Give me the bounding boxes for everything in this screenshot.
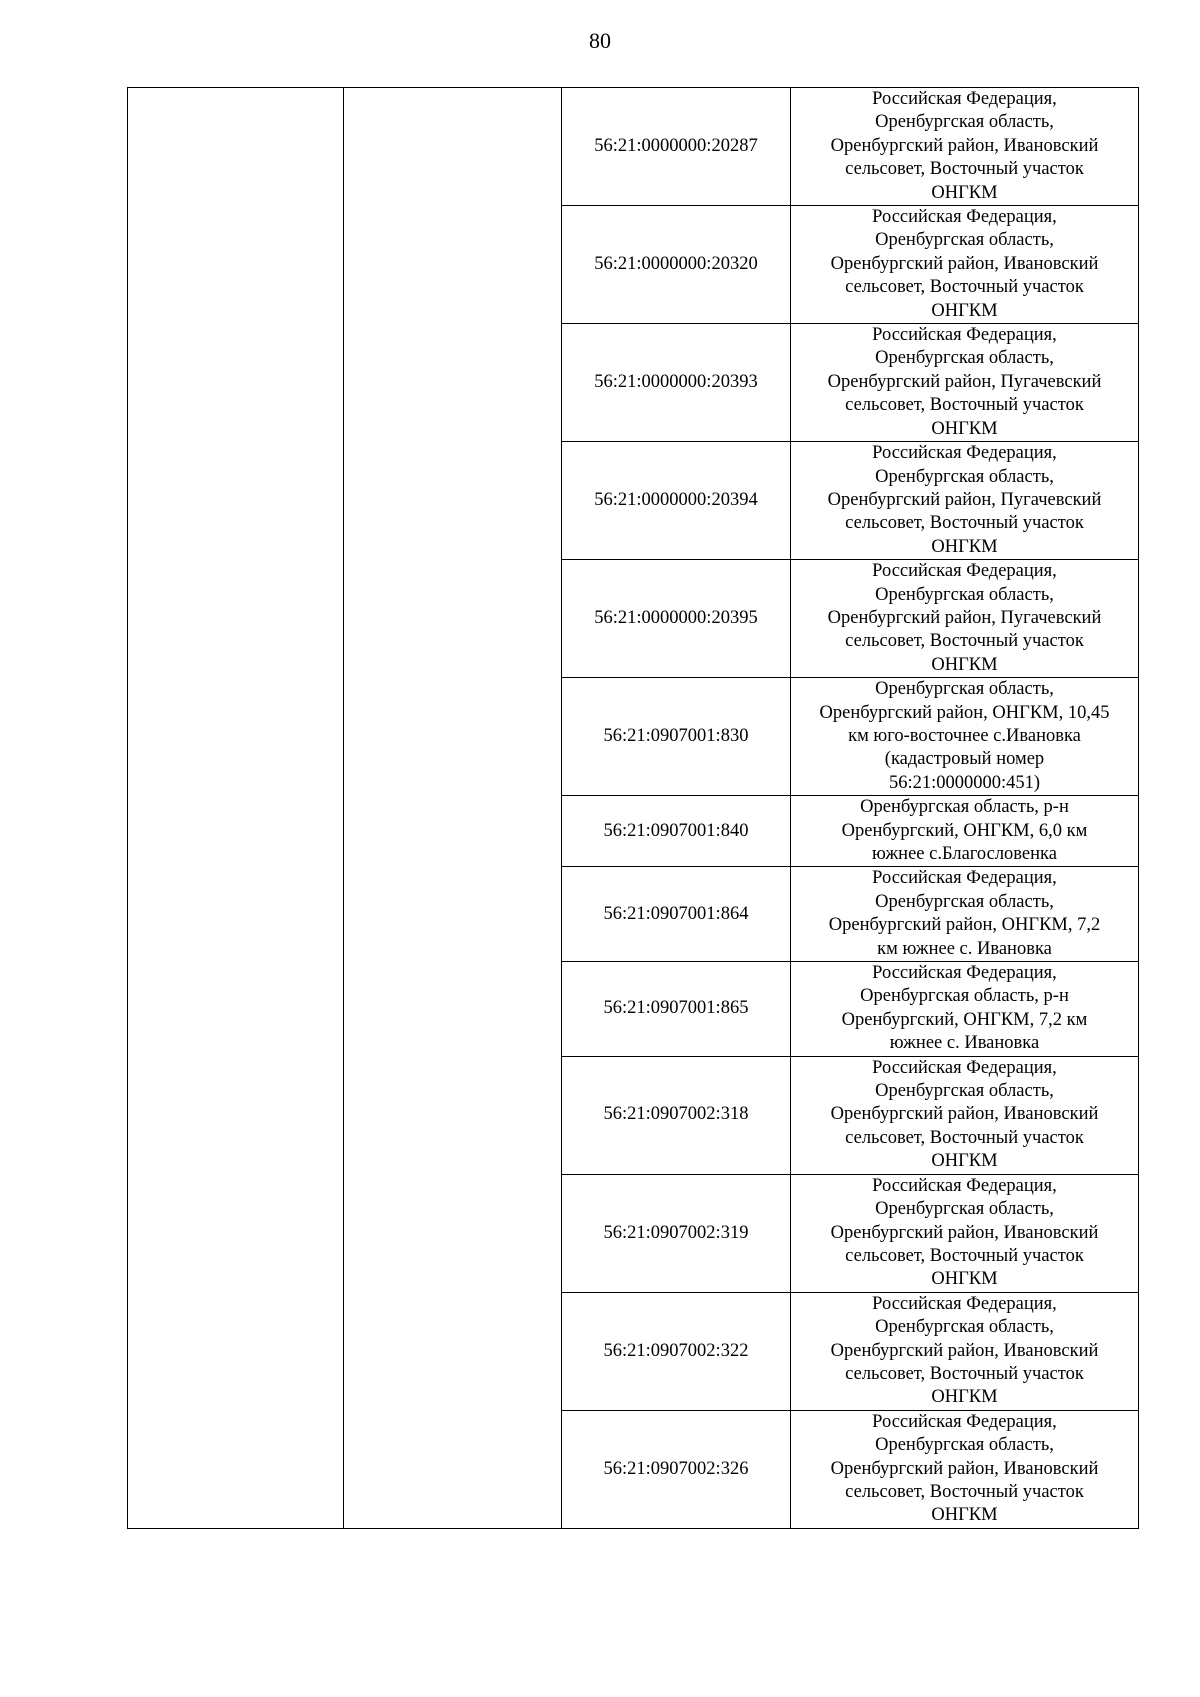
cadastral-number: 56:21:0907002:318 [562,1056,791,1174]
address-line: Оренбургский район, Ивановский [830,253,1099,274]
table-body [128,88,1139,1529]
address-line: ОНГКМ [931,536,998,557]
address-line: южнее с. Ивановка [889,1033,1040,1054]
address-line: Оренбургская область, [875,230,1054,251]
address-line: Оренбургский район, ОНГКМ, 10,45 [819,702,1110,723]
address-line: сельсовет, Восточный участок [845,513,1084,534]
cadastral-number: 56:21:0907002:322 [562,1292,791,1410]
address-line: Оренбургский район, Ивановский [830,1340,1099,1361]
address-line: сельсовет, Восточный участок [845,395,1084,416]
cadastral-number: 56:21:0000000:20395 [562,560,791,678]
cadastral-number: 56:21:0907001:840 [562,796,791,867]
address [791,442,1139,560]
address-line: ОНГКМ [931,182,998,203]
address-line: Российская Федерация, [872,1175,1057,1196]
address-line: сельсовет, Восточный участок [845,1245,1084,1266]
cadastral-number: 56:21:0907001:864 [562,867,791,962]
address-line: ОНГКМ [931,1151,998,1172]
address-line: ОНГКМ [931,300,998,321]
address-line: ОНГКМ [931,1387,998,1408]
address-line: Российская Федерация, [872,443,1057,464]
address-line: ОНГКМ [931,1269,998,1290]
address-line: Оренбургский район, Ивановский [830,1458,1099,1479]
address-line: Российская Федерация, [872,561,1057,582]
address-line: км южнее с. Ивановка [877,938,1052,959]
address-line: Российская Федерация, [872,1411,1057,1432]
address [791,678,1139,796]
address-line: км юго-восточнее с.Ивановка [848,725,1081,746]
address [791,1174,1139,1292]
address-line: Оренбургский, ОНГКМ, 6,0 км [841,820,1088,841]
address-line: Оренбургский район, Пугачевский [827,489,1102,510]
address [791,206,1139,324]
address [791,867,1139,962]
address-line: Оренбургская область, [875,584,1054,605]
address-line: Оренбургская область, [875,112,1054,133]
address-line: (кадастровый номер [884,749,1045,770]
address [791,560,1139,678]
address-line: Российская Федерация, [872,207,1057,228]
address-line: ОНГКМ [931,418,998,439]
address [791,324,1139,442]
address-line: Российская Федерация, [872,963,1057,984]
address-line: Оренбургская область, [875,1199,1054,1220]
address-line: ОНГКМ [931,1505,998,1526]
cadastral-number: 56:21:0907002:326 [562,1410,791,1528]
address-line: Российская Федерация, [872,1293,1057,1314]
address-line: Оренбургский район, Пугачевский [827,371,1102,392]
address-line: ОНГКМ [931,654,998,675]
address-line: 56:21:0000000:451) [888,772,1041,793]
address-line: Оренбургская область, р-н [860,986,1069,1007]
address-line: южнее с.Благословенка [872,844,1057,864]
cadastral-number: 56:21:0000000:20394 [562,442,791,560]
table-row [128,88,1139,206]
address [791,962,1139,1057]
cadastral-number: 56:21:0000000:20393 [562,324,791,442]
address-line: сельсовет, Восточный участок [845,631,1084,652]
address-line: сельсовет, Восточный участок [845,159,1084,180]
address-line: Оренбургская область, [875,1317,1054,1338]
address-line: сельсовет, Восточный участок [845,1127,1084,1148]
address-line: Оренбургская область, [875,1081,1054,1102]
cadastral-number: 56:21:0907001:865 [562,962,791,1057]
address-line: Российская Федерация, [872,868,1057,889]
address [791,88,1139,206]
cadastral-number: 56:21:0000000:20287 [562,88,791,206]
address-line: сельсовет, Восточный участок [845,1363,1084,1384]
address-line: Оренбургский район, Ивановский [830,1104,1099,1125]
address [791,1410,1139,1528]
address [791,796,1139,867]
address-line: Оренбургская область, р-н [860,797,1069,818]
address-line: Российская Федерация, [872,325,1057,346]
address-line: Оренбургский район, Ивановский [830,135,1099,156]
address-line: сельсовет, Восточный участок [845,1481,1084,1502]
cadastral-number: 56:21:0907001:830 [562,678,791,796]
address-line: Оренбургская область, [875,466,1054,487]
address-line: Оренбургская область, [875,679,1054,700]
address-line: сельсовет, Восточный участок [845,277,1084,298]
empty-column-2 [344,88,562,1529]
empty-column-1 [128,88,344,1529]
cadastral-number: 56:21:0000000:20320 [562,206,791,324]
address-line: Российская Федерация, [872,1057,1057,1078]
address-line: Оренбургская область, [875,348,1054,369]
address-line: Оренбургский район, Пугачевский [827,607,1102,628]
address-line: Оренбургская область, [875,891,1054,912]
cadastral-table [127,87,1139,1529]
page-number: 80 [589,28,611,53]
address-line: Российская Федерация, [872,89,1057,109]
address [791,1292,1139,1410]
cadastral-number: 56:21:0907002:319 [562,1174,791,1292]
address-line: Оренбургский район, ОНГКМ, 7,2 [828,915,1101,936]
address-line: Оренбургский, ОНГКМ, 7,2 км [841,1009,1088,1030]
address-line: Оренбургский район, Ивановский [830,1222,1099,1243]
address [791,1056,1139,1174]
address-line: Оренбургская область, [875,1435,1054,1456]
